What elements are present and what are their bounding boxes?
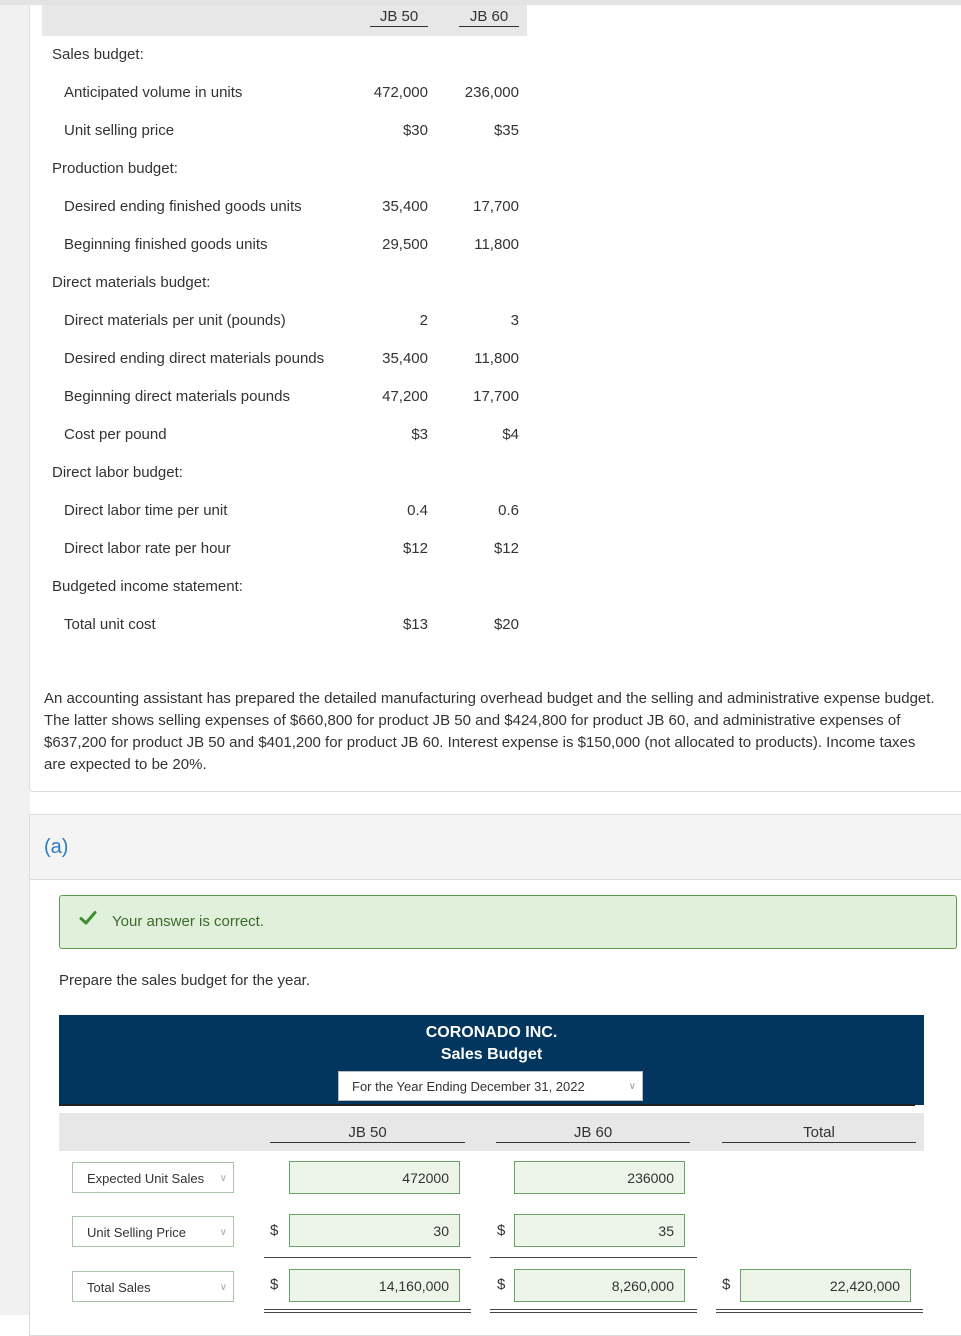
row-label-select-value: Unit Selling Price <box>87 1225 186 1240</box>
cell-jb60: 11,800 <box>474 350 519 367</box>
paragraph-line: The latter shows selling expenses of $660,800 for product JB 50 and $424,800 for product JB 60, and administrative expenses of <box>44 712 901 729</box>
row-label-select-value: Expected Unit Sales <box>87 1171 205 1186</box>
row-label: Desired ending finished goods units <box>64 198 302 215</box>
chevron-down-icon: ∨ <box>219 1282 227 1293</box>
section-production-budget: Production budget: <box>52 160 178 177</box>
row-label: Direct materials per unit (pounds) <box>64 312 286 329</box>
total-double-rule <box>490 1312 697 1313</box>
total-double-rule <box>264 1312 471 1313</box>
part-label: (a) <box>44 836 69 858</box>
row-label: Beginning direct materials pounds <box>64 388 290 405</box>
currency-symbol: $ <box>497 1222 506 1239</box>
cell-jb50: 29,500 <box>382 236 428 253</box>
row-label-select[interactable] <box>72 1162 234 1193</box>
row-label-select[interactable] <box>72 1216 234 1247</box>
instruction-text: Prepare the sales budget for the year. <box>59 972 310 989</box>
currency-symbol: $ <box>722 1276 731 1293</box>
total-double-rule <box>716 1312 923 1313</box>
cell-jb50: $3 <box>411 426 428 443</box>
cell-jb50: 472,000 <box>373 84 428 101</box>
budget-title: Sales Budget <box>440 1046 543 1063</box>
problem-paragraph <box>44 688 961 776</box>
budget-col-total: Total <box>722 1124 916 1143</box>
part-a-header <box>30 815 961 880</box>
total-sales-input[interactable]: 22,420,000 <box>740 1269 911 1302</box>
feedback-text: Your answer is correct. <box>112 913 265 930</box>
cell-jb60: $35 <box>493 122 519 139</box>
cell-jb60: 17,700 <box>473 198 519 215</box>
jb60-total-sales-input[interactable]: 8,260,000 <box>514 1269 685 1302</box>
currency-symbol: $ <box>497 1276 506 1293</box>
period-select[interactable] <box>338 1071 643 1101</box>
chevron-down-icon: ∨ <box>219 1227 227 1238</box>
cell-jb50: 47,200 <box>382 388 428 405</box>
row-label: Direct labor time per unit <box>64 502 228 519</box>
chevron-down-icon: ∨ <box>628 1081 636 1092</box>
jb50-total-sales-input[interactable]: 14,160,000 <box>289 1269 460 1302</box>
row-label-select[interactable] <box>72 1271 234 1302</box>
cell-jb60: 11,800 <box>474 236 519 253</box>
section-direct-materials-budget: Direct materials budget: <box>52 274 211 291</box>
header-rule <box>59 1104 915 1106</box>
currency-symbol: $ <box>270 1222 279 1239</box>
col-header-jb50: JB 50 <box>370 8 428 27</box>
section-budgeted-income-statement: Budgeted income statement: <box>52 578 243 595</box>
row-label: Direct labor rate per hour <box>64 540 231 557</box>
check-icon <box>79 909 97 927</box>
col-header-jb60: JB 60 <box>459 8 519 27</box>
cell-jb60: $20 <box>493 616 519 633</box>
table-header-band <box>42 5 527 36</box>
cell-jb60: $12 <box>493 540 519 557</box>
row-label: Unit selling price <box>64 122 175 139</box>
paragraph-line: $637,200 for product JB 50 and $401,200 for product JB 60. Interest expense is $150,000 (not allocated to products). Income taxes <box>44 734 916 751</box>
total-double-rule <box>490 1309 697 1310</box>
company-name: CORONADO INC. <box>425 1024 558 1041</box>
budget-col-jb50: JB 50 <box>270 1124 465 1143</box>
cell-jb50: 35,400 <box>382 198 428 215</box>
row-label: Desired ending direct materials pounds <box>64 350 325 367</box>
section-sales-budget: Sales budget: <box>52 46 144 63</box>
total-double-rule <box>716 1309 923 1310</box>
left-gutter <box>0 0 30 1315</box>
cell-jb50: $12 <box>402 540 428 557</box>
budget-col-jb60: JB 60 <box>496 1124 690 1143</box>
cell-jb60: 236,000 <box>464 84 519 101</box>
subtotal-rule <box>264 1257 471 1258</box>
row-label: Anticipated volume in units <box>64 84 243 101</box>
cell-jb50: 0.4 <box>407 502 428 519</box>
total-double-rule <box>264 1309 471 1310</box>
jb60-unit-sales-input[interactable]: 236000 <box>514 1161 685 1194</box>
section-direct-labor-budget: Direct labor budget: <box>52 464 183 481</box>
row-label: Beginning finished goods units <box>64 236 268 253</box>
jb50-price-input[interactable]: 30 <box>289 1214 460 1247</box>
chevron-down-icon: ∨ <box>219 1173 227 1184</box>
cell-jb60: $4 <box>502 426 519 443</box>
period-select-value: For the Year Ending December 31, 2022 <box>352 1079 585 1094</box>
jb50-unit-sales-input[interactable]: 472000 <box>289 1161 460 1194</box>
cell-jb50: 35,400 <box>382 350 428 367</box>
row-label: Cost per pound <box>64 426 167 443</box>
row-label: Total unit cost <box>64 616 156 633</box>
cell-jb50: $30 <box>402 122 428 139</box>
paragraph-line: are expected to be 20%. <box>44 756 207 773</box>
cell-jb60: 17,700 <box>473 388 519 405</box>
cell-jb50: 2 <box>419 312 428 329</box>
cell-jb60: 3 <box>510 312 519 329</box>
cell-jb60: 0.6 <box>498 502 519 519</box>
currency-symbol: $ <box>270 1276 279 1293</box>
row-label-select-value: Total Sales <box>87 1280 151 1295</box>
jb60-price-input[interactable]: 35 <box>514 1214 685 1247</box>
subtotal-rule <box>490 1257 697 1258</box>
paragraph-line: An accounting assistant has prepared the detailed manufacturing overhead budget and the selling and administrative expense budget. <box>44 690 935 707</box>
cell-jb50: $13 <box>402 616 428 633</box>
